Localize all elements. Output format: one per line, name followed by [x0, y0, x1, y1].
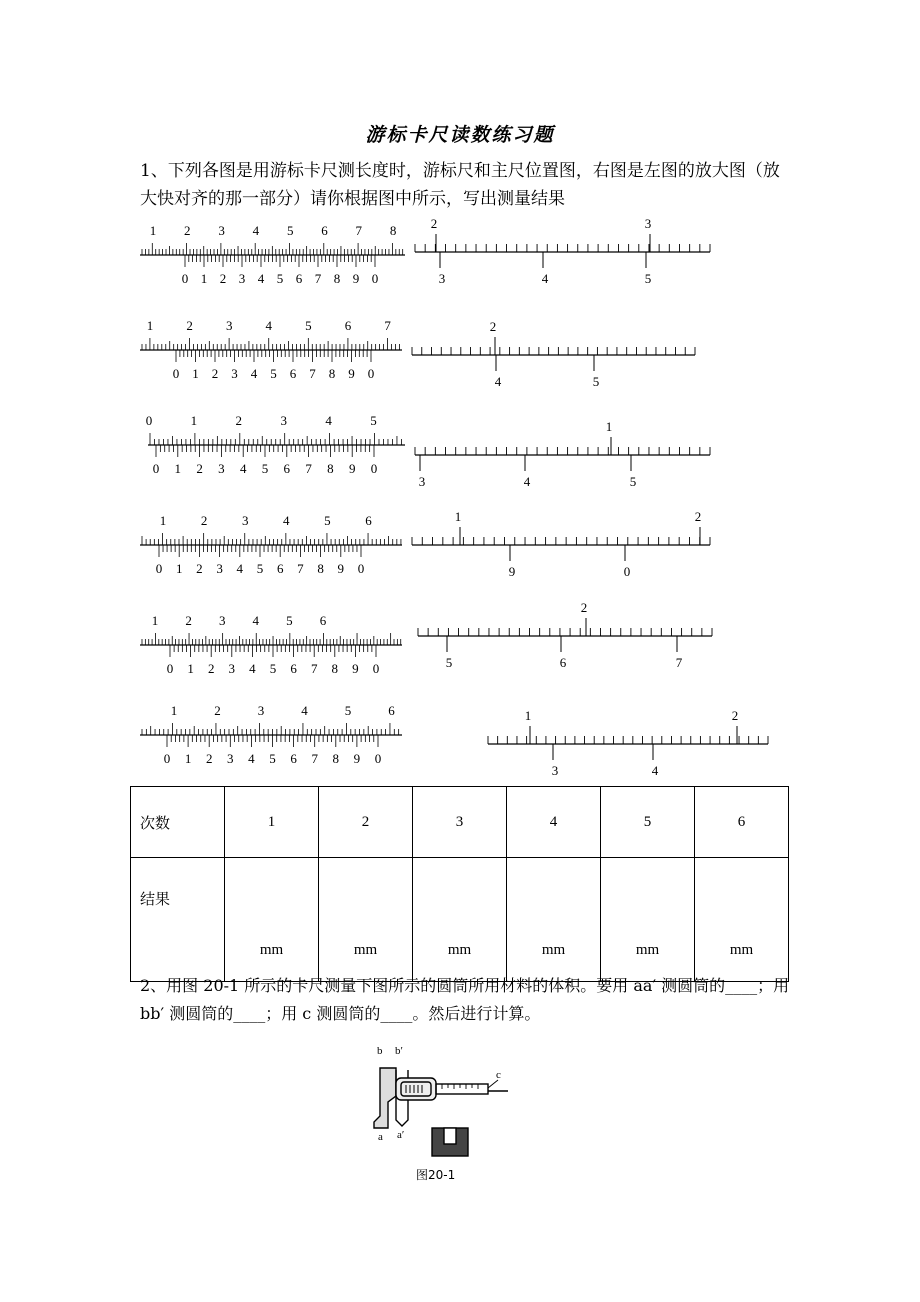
fig6-main-label: 6 — [388, 703, 395, 718]
fig1-vernier-label: 7 — [314, 271, 322, 286]
fig1-zoom-vernier-label: 3 — [438, 271, 446, 286]
fig2-vernier-label: 0 — [172, 366, 180, 381]
fig3-zoom-main-label: 1 — [605, 419, 613, 434]
fig3-zoom-vernier-label: 5 — [629, 474, 637, 489]
fig1-vernier-label: 8 — [333, 271, 341, 286]
header-label-cell: 次数 — [131, 787, 225, 858]
fig6-vernier-label: 3 — [227, 751, 234, 766]
fig5-main-label: 6 — [319, 613, 327, 628]
result-cell-6[interactable]: mm — [695, 858, 789, 982]
fig4-main-label: 2 — [200, 513, 208, 528]
result-cell-2[interactable]: mm — [319, 858, 413, 982]
fig3-vernier-label: 4 — [239, 461, 247, 476]
header-cell-5: 5 — [601, 787, 695, 858]
result-cell-4[interactable]: mm — [507, 858, 601, 982]
fig6-vernier-label: 0 — [374, 751, 382, 766]
fig6-vernier-label: 2 — [205, 751, 213, 766]
fig2-main-label: 3 — [225, 318, 233, 333]
question-1-text: 1、下列各图是用游标卡尺测长度时，游标尺和主尺位置图，右图是左图的放大图（放大快对齐的那一部分）请你根据图中所示，写出测量结果 — [140, 161, 780, 209]
fig5-vernier-label: 1 — [187, 661, 194, 676]
fig6-vernier-label: 7 — [311, 751, 318, 766]
fig2-vernier-label: 4 — [250, 366, 258, 381]
fig6-zoom-vernier-label: 3 — [551, 763, 559, 778]
result-label-cell: 结果 — [131, 858, 225, 982]
fig5-vernier-label: 0 — [372, 661, 380, 676]
fig6-vernier-label: 9 — [353, 751, 361, 766]
fig4-vernier-label: 3 — [216, 561, 223, 576]
fig4-zoom-main-label: 2 — [694, 509, 702, 524]
fig5-vernier-label: 9 — [352, 661, 359, 676]
fig5-zoom-vernier-label: 5 — [445, 655, 453, 670]
header-cell-1: 1 — [225, 787, 319, 858]
fig1-main-label: 4 — [252, 223, 260, 238]
fig3-vernier-label: 5 — [261, 461, 269, 476]
fig2-vernier-label: 9 — [348, 366, 355, 381]
fig1-vernier-label: 4 — [257, 271, 265, 286]
fig2-vernier-label: 6 — [289, 366, 297, 381]
fig1-main-label: 3 — [218, 223, 225, 238]
fig1-main-label: 1 — [149, 223, 157, 238]
fig3-main-label: 0 — [145, 413, 153, 428]
fig1-vernier-label: 0 — [181, 271, 189, 286]
fig5-vernier-label: 6 — [290, 661, 297, 676]
fig1-main-label: 8 — [389, 223, 397, 238]
header-cell-3: 3 — [413, 787, 507, 858]
caliper-figure — [360, 1040, 520, 1165]
fig4-zoom-main-label: 1 — [454, 509, 462, 524]
fig4-vernier-label: 5 — [256, 561, 264, 576]
fig3-vernier-label: 6 — [283, 461, 291, 476]
fig2-vernier-label: 8 — [328, 366, 336, 381]
fig2-main-label: 2 — [186, 318, 193, 333]
fig4-vernier-label: 7 — [297, 561, 304, 576]
fig3-main-label: 3 — [280, 413, 287, 428]
fig3-main-label: 2 — [235, 413, 243, 428]
fig1-main-label: 7 — [355, 223, 363, 238]
fig3-main-label: 5 — [370, 413, 377, 428]
result-cell-3[interactable]: mm — [413, 858, 507, 982]
figure-caption: 图20-1 — [416, 1168, 456, 1182]
fig3-vernier-label: 9 — [348, 461, 356, 476]
fig4-main-label: 4 — [283, 513, 290, 528]
fig1-vernier-label: 9 — [352, 271, 360, 286]
fig2-main-label: 6 — [344, 318, 352, 333]
caliper-label-a-prime: a′ — [397, 1129, 405, 1141]
fig5-vernier-label: 0 — [166, 661, 174, 676]
fig4-vernier-label: 1 — [175, 561, 183, 576]
fig5-main-label: 1 — [151, 613, 159, 628]
header-cell-6: 6 — [695, 787, 789, 858]
fig3-vernier-label: 3 — [218, 461, 225, 476]
result-cell-5[interactable]: mm — [601, 858, 695, 982]
fig5-vernier-label: 2 — [207, 661, 215, 676]
fig4-main-label: 6 — [365, 513, 372, 528]
fig1-vernier-label: 1 — [200, 271, 208, 286]
fig6-main-label: 4 — [301, 703, 308, 718]
fig4-vernier-label: 0 — [357, 561, 365, 576]
fig1-vernier-label: 2 — [219, 271, 227, 286]
fig3-vernier-label: 2 — [196, 461, 203, 476]
result-table — [130, 786, 789, 982]
question-2-text: 2、用图 20-1 所示的卡尺测量下图所示的圆筒所用材料的体积。要用 aa′ 测圆筒的____；用 bb′ 测圆筒的____；用 c 测圆筒的____。然后进行计算。 — [140, 976, 790, 1023]
fig3-zoom-vernier-label: 3 — [418, 474, 426, 489]
fig2-zoom-vernier-label: 4 — [494, 374, 502, 389]
fig6-main-label: 2 — [214, 703, 221, 718]
fig1-vernier-label: 5 — [276, 271, 284, 286]
fig5-vernier-label: 8 — [331, 661, 339, 676]
fig4-vernier-label: 9 — [337, 561, 345, 576]
table-result-row — [131, 858, 789, 982]
fig5-zoom-main-label: 2 — [580, 600, 588, 615]
fig2-zoom-vernier-label: 5 — [592, 374, 600, 389]
fig2-vernier-label: 2 — [211, 366, 219, 381]
fig4-vernier-label: 8 — [317, 561, 324, 576]
fig6-vernier-label: 5 — [269, 751, 276, 766]
caliper-label-c: c — [496, 1069, 501, 1081]
fig5-vernier-label: 5 — [269, 661, 277, 676]
fig4-main-label: 3 — [241, 513, 249, 528]
fig5-main-label: 5 — [286, 613, 293, 628]
caliper-drawing — [374, 1068, 508, 1156]
fig1-main-label: 6 — [321, 223, 328, 238]
fig3-vernier-label: 7 — [305, 461, 312, 476]
fig4-zoom-vernier-label: 0 — [623, 564, 631, 579]
page-title: 游标卡尺读数练习题 — [365, 124, 555, 146]
fig6-vernier-label: 4 — [248, 751, 255, 766]
fig1-vernier-label: 0 — [371, 271, 379, 286]
fig6-vernier-label: 0 — [163, 751, 171, 766]
fig5-zoom-vernier-label: 7 — [675, 655, 683, 670]
fig2-vernier-label: 0 — [367, 366, 375, 381]
fig3-vernier-label: 0 — [152, 461, 160, 476]
header-cell-2: 2 — [319, 787, 413, 858]
fig4-vernier-label: 6 — [276, 561, 284, 576]
fig2-main-label: 5 — [305, 318, 312, 333]
fig6-vernier-label: 1 — [184, 751, 192, 766]
fig4-main-label: 1 — [159, 513, 167, 528]
fig4-zoom-vernier-label: 9 — [508, 564, 516, 579]
fig2-zoom-main-label: 2 — [489, 319, 497, 334]
caliper-label-a: a — [378, 1131, 383, 1143]
fig2-main-label: 7 — [384, 318, 391, 333]
caliper-label-b: b — [377, 1045, 383, 1057]
fig6-vernier-label: 8 — [332, 751, 340, 766]
fig6-zoom-main-label: 1 — [524, 708, 532, 723]
fig3-main-label: 1 — [190, 413, 198, 428]
fig1-main-label: 5 — [286, 223, 294, 238]
result-cell-1[interactable]: mm — [225, 858, 319, 982]
fig5-zoom-vernier-label: 6 — [559, 655, 567, 670]
table-header-row — [131, 787, 789, 858]
fig6-zoom-vernier-label: 4 — [651, 763, 659, 778]
fig6-main-label: 1 — [170, 703, 178, 718]
fig5-vernier-label: 3 — [228, 661, 236, 676]
fig2-vernier-label: 5 — [270, 366, 277, 381]
fig1-vernier-label: 3 — [238, 271, 246, 286]
header-cell-4: 4 — [507, 787, 601, 858]
fig3-vernier-label: 0 — [370, 461, 378, 476]
fig6-vernier-label: 6 — [290, 751, 297, 766]
fig1-zoom-vernier-label: 5 — [644, 271, 652, 286]
fig1-zoom-main-label: 2 — [430, 216, 438, 231]
fig2-vernier-label: 7 — [309, 366, 316, 381]
fig4-vernier-label: 0 — [155, 561, 163, 576]
fig5-vernier-label: 7 — [310, 661, 318, 676]
fig4-vernier-label: 4 — [236, 561, 244, 576]
fig5-main-label: 3 — [218, 613, 226, 628]
fig6-zoom-main-label: 2 — [731, 708, 739, 723]
fig4-vernier-label: 2 — [196, 561, 203, 576]
fig2-main-label: 4 — [265, 318, 273, 333]
fig3-vernier-label: 8 — [327, 461, 334, 476]
fig2-vernier-label: 1 — [192, 366, 199, 381]
caliper-label-b-prime: b′ — [395, 1045, 403, 1057]
fig2-vernier-label: 3 — [231, 366, 238, 381]
fig3-zoom-vernier-label: 4 — [523, 474, 531, 489]
fig5-main-label: 2 — [185, 613, 192, 628]
fig3-vernier-label: 1 — [174, 461, 182, 476]
fig1-vernier-label: 6 — [295, 271, 303, 286]
fig5-vernier-label: 4 — [249, 661, 256, 676]
fig6-main-label: 5 — [344, 703, 352, 718]
fig1-main-label: 2 — [184, 223, 191, 238]
fig6-main-label: 3 — [257, 703, 265, 718]
fig1-zoom-main-label: 3 — [644, 216, 652, 231]
fig5-main-label: 4 — [252, 613, 260, 628]
fig4-main-label: 5 — [324, 513, 331, 528]
fig1-zoom-vernier-label: 4 — [541, 271, 549, 286]
fig3-main-label: 4 — [325, 413, 332, 428]
fig2-main-label: 1 — [146, 318, 154, 333]
